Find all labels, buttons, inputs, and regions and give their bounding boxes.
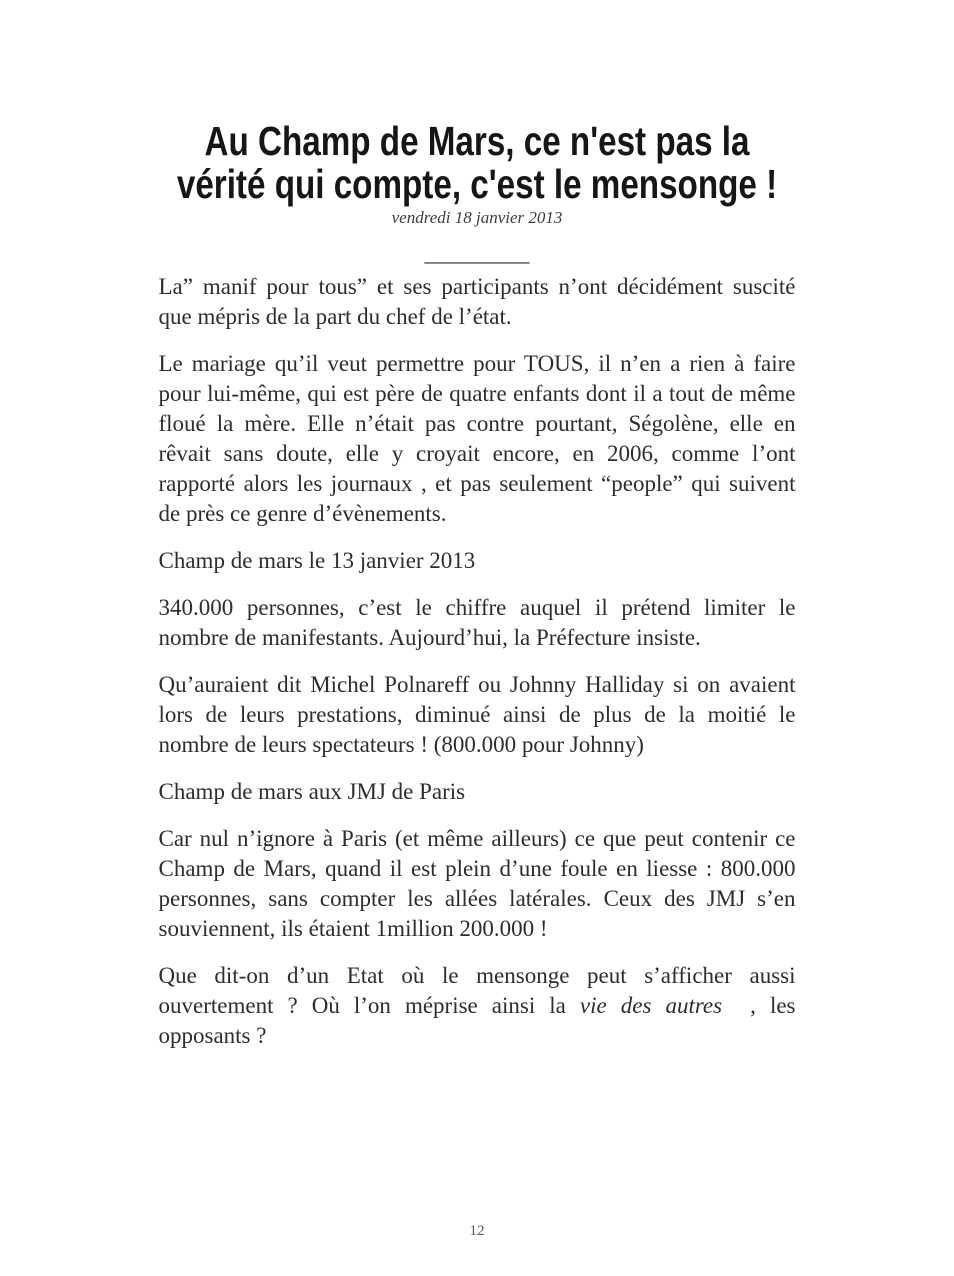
paragraph-text: , les opposants ? xyxy=(158,993,796,1048)
paragraph xyxy=(159,824,796,944)
paragraph-text: Que dit-on d’un Etat où le mensonge peut s’afficher aussi ouvertement ? Où l’on méprise ainsi la xyxy=(158,963,796,1018)
paragraph-text: La” manif pour tous” et ses participants n’ont décidément suscité que mépris de la part du chef de l’état. xyxy=(158,274,796,329)
paragraph-italic-text: vie des autres xyxy=(579,993,723,1018)
paragraph xyxy=(159,777,796,807)
paragraph xyxy=(159,670,796,760)
page-number: 12 xyxy=(469,1223,485,1239)
paragraph xyxy=(159,961,796,1051)
paragraph-text: Champ de mars le 13 janvier 2013 xyxy=(158,548,476,573)
paragraph xyxy=(159,546,796,576)
paragraph-text: Qu’auraient dit Michel Polnareff ou Johnny Halliday si on avaient lors de leurs prestations, diminué ainsi de plus de la moitié le nombre de leurs spectateurs ! (800.000 pour Johnny) xyxy=(158,672,796,757)
article-title: Au Champ de Mars, ce n'est pas la vérité qui compte, c'est le mensonge ! xyxy=(176,118,778,207)
paragraph-text: 340.000 personnes, c’est le chiffre auquel il prétend limiter le nombre de manifestants. Aujourd’hui, la Préfecture insiste. xyxy=(158,595,796,650)
paragraph-text: Le mariage qu’il veut permettre pour TOUS, il n’en a rien à faire pour lui-même, qui est père de quatre enfants dont il a tout de même floué la mère. Elle n’était pas contre pourtant, Ségolène, elle en rêvait sans doute, elle y croyait encore, en 2006, comme l’ont rapporté alors les journaux , et pas seulement “people” qui suivent de près ce genre d’évènements. xyxy=(158,351,796,526)
article-date: vendredi 18 janvier 2013 xyxy=(391,208,563,227)
paragraph xyxy=(159,349,796,529)
paragraph-text: Car nul n’ignore à Paris (et même ailleurs) ce que peut contenir ce Champ de Mars, quand il est plein d’une foule en liesse : 800.000 personnes, sans compter les allées latérales. Ceux des JMJ s’en souviennent, ils étaient 1million 200.000 ! xyxy=(158,826,796,941)
paragraph xyxy=(159,593,796,653)
paragraph-text: Champ de mars aux JMJ de Paris xyxy=(158,779,466,804)
paragraph xyxy=(159,272,796,332)
separator-line: __________ xyxy=(424,242,530,266)
article-body xyxy=(159,272,796,1051)
